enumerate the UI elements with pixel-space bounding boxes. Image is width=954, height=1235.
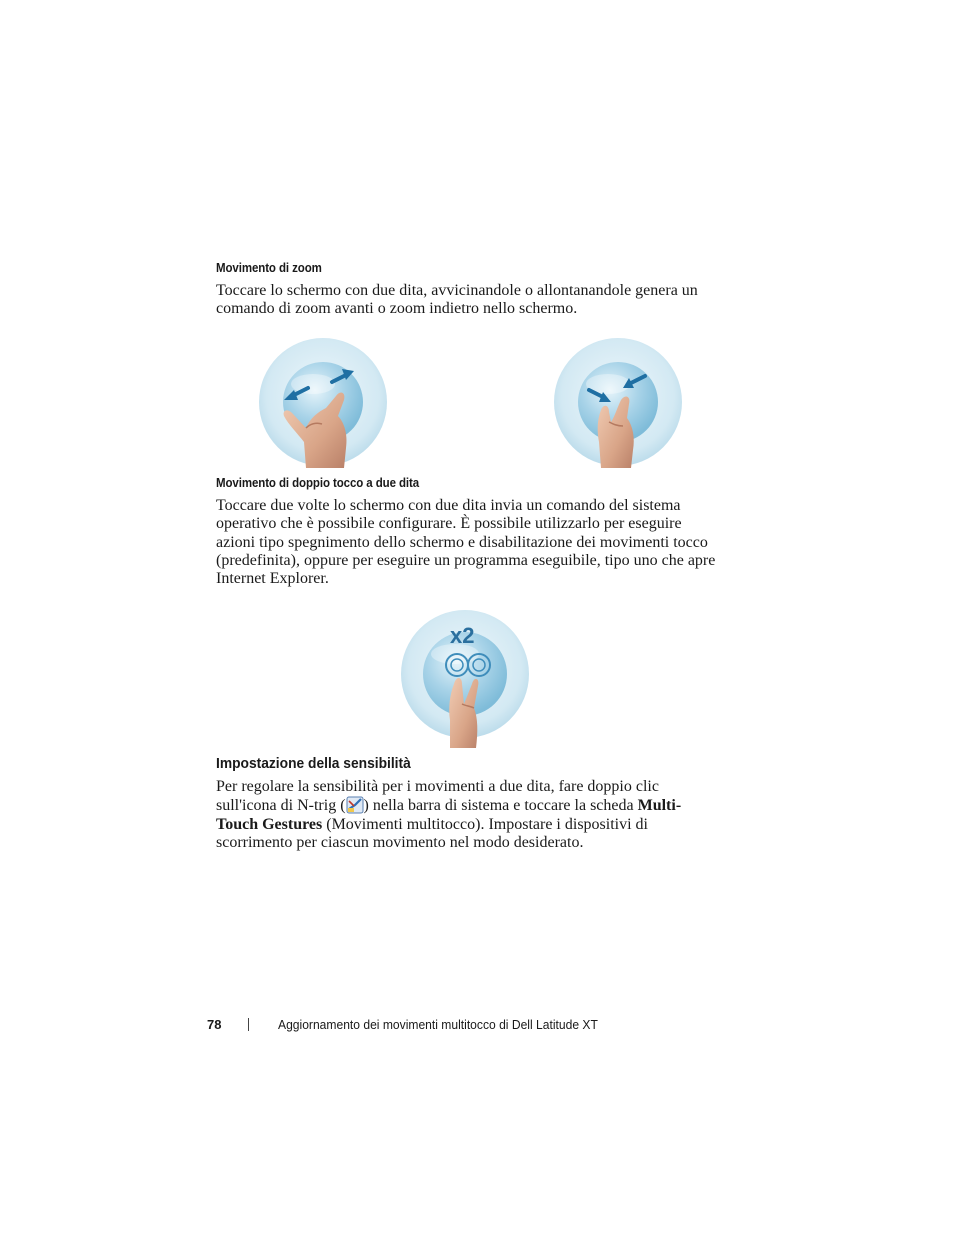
zoom-heading: Movimento di zoom bbox=[216, 261, 322, 275]
zoom-out-gesture-icon bbox=[258, 338, 388, 468]
sensitivity-text-part2: ) nella barra di sistema e toccare la scheda bbox=[363, 797, 638, 815]
footer-divider bbox=[248, 1018, 249, 1031]
double-tap-gesture-icon bbox=[400, 608, 530, 748]
zoom-in-gesture-icon bbox=[553, 338, 683, 468]
double-tap-description: Toccare due volte lo schermo con due dita invia un comando del sistema operativo che è possibile configurare. È possibile utilizzarlo per eseguire azioni tipo spegnimento dello schermo e disabilitazione dei movimenti tocco (predefinita), oppure per eseguire un programma eseguibile, tipo uno che apre Internet Explorer. bbox=[216, 497, 716, 588]
footer-title: Aggiornamento dei movimenti multitocco di Dell Latitude XT bbox=[278, 1017, 598, 1032]
sensitivity-text-part1: Per regolare la sensibilità per i movimenti a due dita, fare doppio clic sull'icona di N-trig ( bbox=[216, 778, 659, 815]
double-tap-heading: Movimento di doppio tocco a due dita bbox=[216, 476, 420, 490]
sensitivity-text-part3: (Movimenti multitocco). Impostare i dispositivi di scorrimento per ciascun movimento nel modo desiderato. bbox=[216, 815, 648, 851]
sensitivity-heading: Impostazione della sensibilità bbox=[216, 755, 411, 772]
page-number: 78 bbox=[207, 1017, 222, 1032]
multi-touch-gestures-term: Multi-Touch Gestures bbox=[216, 797, 682, 833]
zoom-description: Toccare lo schermo con due dita, avvicinandole o allontanandole genera un comando di zoom avanti o zoom indietro nello schermo. bbox=[216, 282, 698, 318]
double-tap-x2-label: x2 bbox=[450, 623, 475, 648]
ntrig-icon bbox=[346, 796, 364, 814]
sensitivity-description bbox=[216, 778, 706, 852]
